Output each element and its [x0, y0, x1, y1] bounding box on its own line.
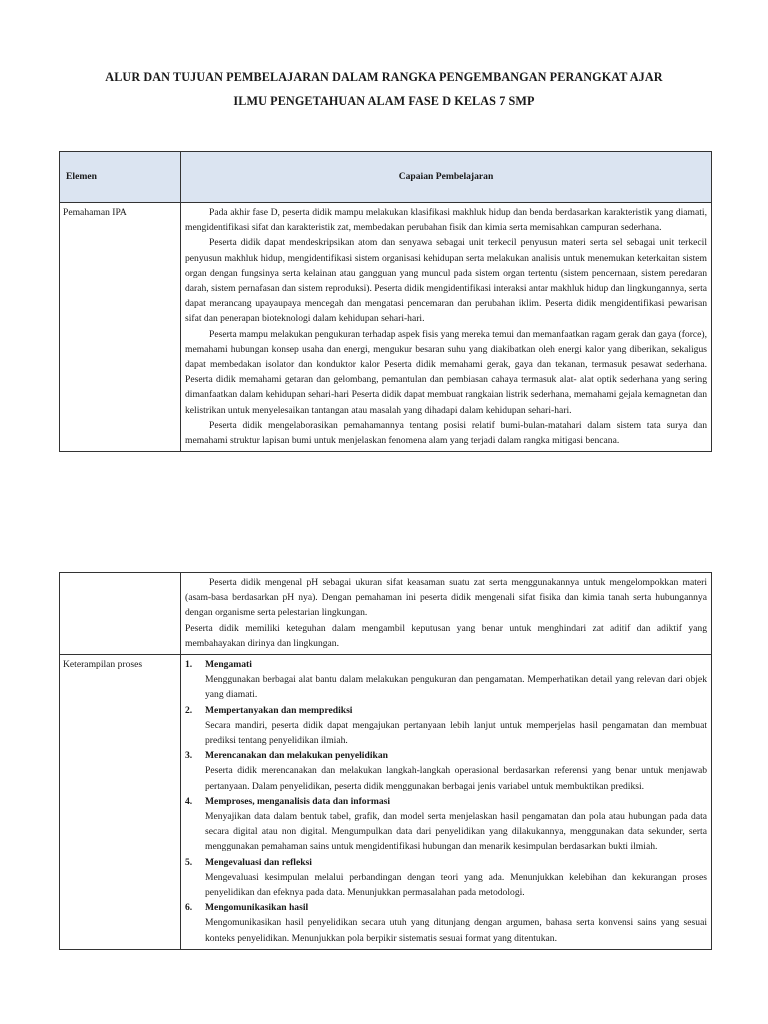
outcome-paragraph: Peserta didik mengelaborasikan pemahamannya tentang posisi relatif bumi-bulan-matahari dalam sistem tata surya dan memahami struktur lapisan bumi untuk menjelaskan fenomena alam yang terjadi dalam rangka mitigasi bencana. [185, 419, 707, 447]
skill-description: Mengevaluasi kesimpulan melalui perbandingan dengan teori yang ada. Menunjukkan kelebihan dan kekurangan proses penyelidikan dan efeknya pada data. Menunjukkan permasalahan pada metodologi. [205, 871, 707, 899]
header-elemen: Elemen [60, 152, 181, 203]
list-item [181, 900, 711, 946]
skill-description: Menggunakan berbagai alat bantu dalam melakukan pengukuran dan pengamatan. Memperhatikan detail yang relevan dari objek yang diamati. [205, 674, 707, 701]
outcome-cell [181, 203, 712, 452]
skill-description: Peserta didik merencanakan dan melakukan langkah-langkah operasional berdasarkan referensi yang benar untuk menjawab pertanyaan. Dalam penyelidikan, peserta didik menggunakan berbagai jenis variabel untuk membuktikan prediksi. [205, 765, 707, 792]
item-number: 3. [185, 750, 193, 762]
table-row [60, 655, 712, 950]
skill-title: Merencanakan dan melakukan penyelidikan [205, 750, 388, 762]
skill-title: Mengomunikasikan hasil [205, 902, 309, 914]
skill-description: Secara mandiri, peserta didik dapat mengajukan pertanyaan lebih lanjut untuk memperjelas hasil pengamatan dan membuat prediksi tentang penyelidikan ilmiah. [205, 719, 707, 747]
table-row [60, 203, 712, 452]
skills-list [181, 657, 711, 946]
list-item [181, 657, 711, 703]
document-title-line-1: ALUR DAN TUJUAN PEMBELAJARAN DALAM RANGKA PENGEMBANGAN PERANGKAT AJAR [105, 70, 663, 84]
item-number: 6. [185, 902, 193, 914]
element-cell-empty [60, 573, 181, 655]
learning-outcomes-table [59, 151, 712, 452]
element-cell-keterampilan-proses: Keterampilan proses [60, 655, 181, 950]
skill-title: Mempertanyakan dan memprediksi [205, 704, 353, 716]
item-number: 2. [185, 704, 193, 716]
outcome-paragraph: Peserta mampu melakukan pengukuran terhadap aspek fisis yang mereka temui dan memanfaatkan ragam gerak dan gaya (force), memahami hubungan konsep usaha dan energi, mengukur besaran suhu yang diakibatkan oleh energi kalor yang diberikan, sekaligus dapat membedakan isolator dan konduktor kalor Peserta didik memahami gerak, gaya dan tekanan, termasuk pesawat sederhana. Peserta didik memahami getaran dan gelombang, pemantulan dan pembiasan cahaya termasuk alat- alat optik sederhana yang sering dimanfaatkan dalam kehidupan sehari-hari Peserta didik dapat membuat rangkaian listrik sederhana, memahami gejala kemagnetan dan kelistrikan untuk menyelesaikan tantangan atau masalah yang dihadapi dalam kehidupan sehari-hari. [185, 328, 707, 416]
table-row [60, 573, 712, 655]
list-item [181, 855, 711, 901]
outcome-paragraph: Pada akhir fase D, peserta didik mampu melakukan klasifikasi makhluk hidup dan benda berdasarkan karakteristik yang diamati, mengidentifikasi sifat dan karakteristik zat, membedakan perubahan fisik dan kimia serta memisahkan campuran sederhana. [185, 207, 707, 234]
table-header-row [60, 152, 712, 203]
learning-outcomes-table-continued [59, 572, 712, 950]
skill-description: Mengomunikasikan hasil penyelidikan secara utuh yang ditunjang dengan argumen, bahasa serta konvensi sains yang sesuai konteks penyelidikan. Menunjukkan pola berpikir sistematis sesuai format yang ditentukan. [205, 917, 707, 944]
outcome-paragraph: Peserta didik memiliki keteguhan dalam mengambil keputusan yang benar untuk menghindari zat aditif dan adiktif yang membahayakan dirinya dan lingkungan. [185, 622, 707, 649]
item-number: 5. [185, 856, 193, 868]
outcome-paragraph: Peserta didik dapat mendeskripsikan atom dan senyawa sebagai unit terkecil penyusun materi serta sel sebagai unit terkecil penyusun makhluk hidup, mengidentifikasi sistem organisasi kehidupan serta melakukan analisis untuk menemukan keterkaitan sistem organ dengan fungsinya serta kelainan atau gangguan yang muncul pada sistem organ tertentu (sistem pencernaan, sistem peredaran darah, sistem pernafasan dan sistem reproduksi). Peserta didik mengidentifikasi interaksi antar makhluk hidup dan lingkungannya, serta dapat merancang upayaupaya mencegah dan mengatasi pencemaran dan perubahan iklim. Peserta didik mengidentifikasi pewarisan sifat dan penerapan bioteknologi dalam kehidupan sehari-hari. [185, 237, 707, 325]
list-item [181, 703, 711, 749]
outcome-cell [181, 573, 712, 655]
list-item [181, 748, 711, 794]
item-number: 4. [185, 795, 193, 807]
skill-description: Menyajikan data dalam bentuk tabel, grafik, dan model serta menjelaskan hasil pengamatan dan pola atau hubungan pada data secara digital atau non digital. Mengumpulkan data dari penyelidikan yang dilakukannya, menggunakan data sekunder, serta menggunakan pemahaman sains untuk mengidentifikasi hubungan dan menarik kesimpulan berdasarkan bukti ilmiah. [205, 811, 707, 853]
document-title-line-2: ILMU PENGETAHUAN ALAM FASE D KELAS 7 SMP [233, 94, 535, 108]
skill-title: Mengevaluasi dan refleksi [205, 856, 312, 868]
list-item [181, 794, 711, 855]
outcome-paragraph: Peserta didik mengenal pH sebagai ukuran sifat keasaman suatu zat serta menggunakannya untuk mengelompokkan materi (asam-basa berdasarkan pH nya). Dengan pemahaman ini peserta didik mengenali sifat fisika dan kimia tanah serta hubungannya dengan organisme serta pelestarian lingkungan. [185, 577, 707, 619]
skills-cell [181, 655, 712, 950]
skill-title: Mengamati [205, 659, 252, 671]
element-cell-pemahaman-ipa: Pemahaman IPA [60, 203, 181, 452]
item-number: 1. [185, 659, 193, 671]
skill-title: Memproses, menganalisis data dan informasi [205, 795, 391, 807]
header-capaian-pembelajaran: Capaian Pembelajaran [181, 152, 712, 203]
